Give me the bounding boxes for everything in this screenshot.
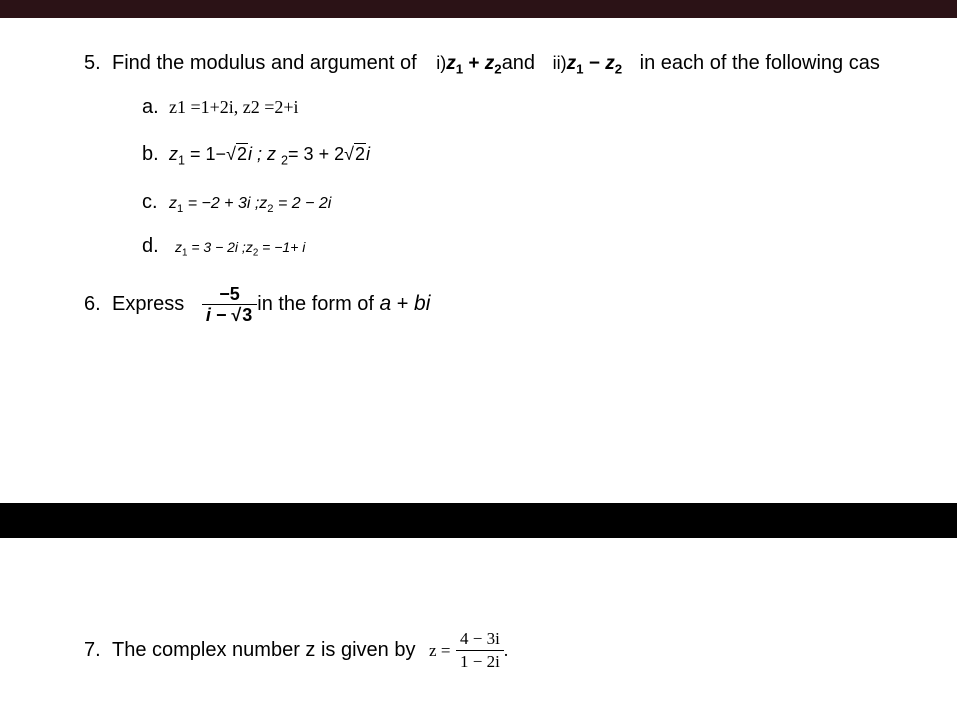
middle-black-bar: [0, 503, 957, 538]
item-5d: d. $z_1 = 3 - 2i$ $;z_2 = -1+ i$: [142, 235, 306, 259]
item-5a: a. z1 =1+2i, z2 =2+i: [142, 96, 299, 118]
question-7: 7. The complex number z is given by z = $\frac{4 - 3i}{1 - 2i}$ .: [84, 626, 508, 675]
item-5c: c. $z_1 = -2 + 3i$ $;z_2 = 2 - 2i$: [142, 191, 332, 215]
expr-z1-minus-z2: $z_1 - z_2$: [566, 53, 623, 77]
item-5b: b. $z_1 = 1-√2i$ ; z $_2$= 3 + 2√2i: [142, 143, 371, 168]
question-5: 5. Find the modulus and argument of $i)z_1 + z_2and$ $ii)z_1 - z_2$ in each of the following cas: [84, 52, 880, 77]
top-dark-bar: [0, 0, 957, 18]
item-5a-z2: z2 =2+i: [242, 97, 299, 117]
fraction-q7: $\frac{4 - 3i}{1 - 2i}$: [456, 628, 504, 673]
question-number: 5.: [84, 52, 101, 74]
question-text: The complex number z is given by: [112, 639, 416, 661]
item-5a-z1: z1 =1+2i,: [169, 97, 239, 117]
question-text: Express: [112, 293, 185, 315]
question-text: Find the modulus and argument of: [112, 52, 417, 74]
question-number: 7.: [84, 639, 101, 661]
question-6: 6. Express $\frac{-5}{i - √3}$ in the form of a + bi: [84, 280, 430, 328]
expr-z1-plus-z2: $z_1 + z_2$: [446, 53, 502, 77]
fraction-q6: $\frac{-5}{i - √3}$: [202, 284, 257, 325]
question-number: 6.: [84, 293, 101, 315]
